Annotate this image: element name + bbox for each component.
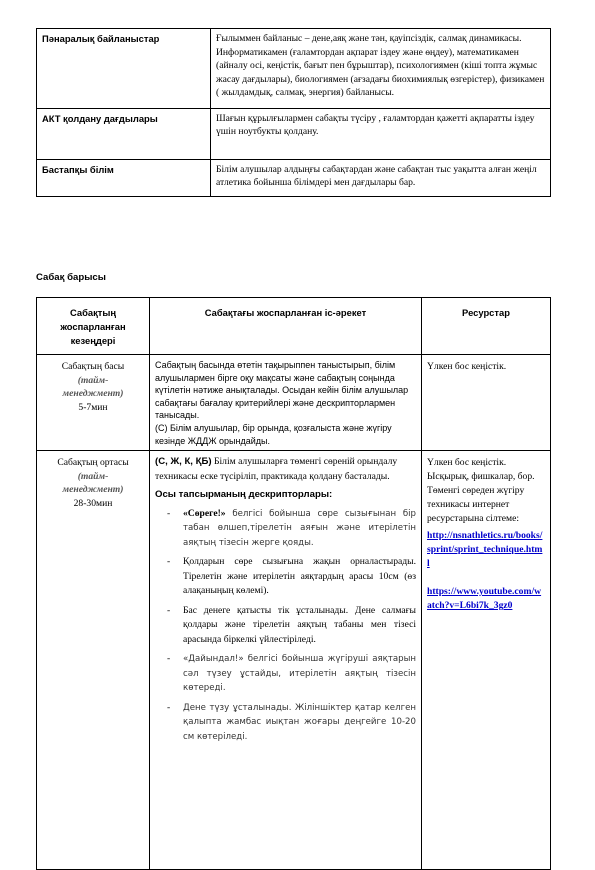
descriptor-text: Дене түзу ұсталынады. Жіліншіктер қатар келген қалыпта жамбас иықтан жоғары деңгейге 10-20 см көтеріледі.	[183, 702, 416, 742]
activity-intro	[155, 455, 416, 484]
info-row-ict-skills	[37, 108, 551, 159]
info-table	[36, 28, 551, 197]
descriptor-item	[155, 652, 416, 696]
lesson-table	[36, 297, 551, 870]
descriptor-item	[155, 604, 416, 648]
stage-cell	[37, 451, 150, 870]
info-label: АКТ қолдану дағдылары	[37, 108, 211, 159]
resources-cell: Үлкен бос кеңістік.	[422, 355, 551, 451]
stage-note: (тайм-менеджмент)	[62, 470, 124, 496]
info-text: Білім алушылар алдыңғы сабақтардан және сабақтан тыс уақытта алған жеңіл атлетика бойынша білімдері мен дағдылары бар.	[211, 159, 551, 196]
descriptor-text: Бас денеге қатысты тік ұсталынады. Дене салмағы қолдары және тірелетін аяқтың табаны мен тізесі арасында біркелкі үйлестіріледі.	[183, 604, 416, 645]
dash-bullet-icon: -	[167, 556, 171, 568]
info-label: Пәнаралық байланыстар	[37, 29, 211, 109]
info-text: Ғылыммен байланыс – дене,аяқ және тән, қауіпсіздік, салмақ динамикасы. Информатикамен (ғаламтордан ақпарат іздеу және өңдеу), математикамен (айналу осі, кеңістік, бағыт пен бұрыштар), психологиямен (кіші топта жұмыс жасау дағдылары), биологиямен (ағзадағы биохимиялық өзгерістер), физикамен ( жылдамдық, салмақ, энергия) байланысы.	[211, 29, 551, 109]
descriptor-list	[155, 507, 416, 745]
stage-cell	[37, 355, 150, 451]
descriptor-item	[155, 507, 416, 551]
stage-note: (тайм-менеджмент)	[62, 374, 124, 399]
lesson-row-beginning	[37, 355, 551, 451]
stage-title: Сабақтың ортасы	[57, 457, 129, 469]
info-text: Шағын құрылғылармен сабақты түсіру , ғаламтордан қажетті ақпаратты іздеу үшін ноутбукты қолдану.	[211, 108, 551, 159]
descriptor-text: «Дайындал!» белгісі бойынша жүгіруші аяқтарын сәл түзеу ұстайды, итерілетін аяқтың тізесін көтереді.	[183, 654, 416, 694]
header-activities: Сабақтағы жоспарланған іс-әрекет	[150, 298, 422, 355]
info-label: Бастапқы білім	[37, 159, 211, 196]
descriptor-text: белгісі бойынша сөре сызығынан бір табан өлшеп,тірелетін аяғын және итерілетін аяқтың тізесін жерге қояды.	[183, 508, 416, 548]
section-title: Сабақ барысы	[36, 272, 106, 283]
resources-cell	[422, 451, 551, 870]
descriptor-text: Қолдарын сөре сызығына жақын орналастырады. Тірелетін және итерілетін аяқтардың арасы 10см (өз алақаныңың көлемі).	[183, 556, 416, 597]
activity-cell	[150, 451, 422, 870]
task-codes: (С, Ж, К, ҚБ)	[155, 456, 212, 468]
info-row-prior-knowledge	[37, 159, 551, 196]
stage-time: 28-30мин	[73, 497, 113, 509]
descriptor-item	[155, 701, 416, 745]
header-resources: Ресурстар	[422, 298, 551, 355]
stage-title: Сабақтың басы	[61, 361, 125, 372]
activity-task: (С) Білім алушылар, бір орында, қозғалыста және жүгіру кезінде ЖДДЖ орындайды.	[155, 422, 392, 446]
info-row-interdisciplinary	[37, 29, 551, 109]
descriptor-item	[155, 555, 416, 599]
dash-bullet-icon: -	[167, 604, 171, 616]
dash-bullet-icon: -	[167, 507, 171, 519]
lesson-header-row	[37, 298, 551, 355]
dash-bullet-icon: -	[167, 701, 171, 713]
descriptor-signal: «Сөреге!»	[183, 507, 226, 519]
header-stages: Сабақтың жоспарланған кезеңдері	[37, 298, 150, 355]
link-youtube[interactable]: https://www.youtube.com/watch?v=L6bi7k_3gz0	[427, 586, 542, 612]
activity-cell	[150, 355, 422, 451]
descriptors-title: Осы тапсырманың дескрипторлары:	[155, 489, 333, 501]
intro-text: Білім алушыларға төменгі сөреній орындалу техникасы еске түсіріліп, практикада қолдану басталады.	[155, 456, 398, 482]
stage-time: 5-7мин	[78, 401, 108, 413]
dash-bullet-icon: -	[167, 653, 171, 665]
lesson-row-middle	[37, 451, 551, 870]
activity-text: Сабақтың басында өтетін тақырыппен таныстырып, білім алушылармен бірге оқу мақсаты және сабақтың соңында күтілетін нәтиже анықталады. Осыдан кейін білім алушылар сабақтағы бағалау критерийлері және дескрипторлармен танысады.	[155, 360, 409, 421]
resources-text: Үлкен бос кеңістік. Ысқырық, фишкалар, бор. Төменгі сөреден жүгіру техникасы интернет ресурстарына сілтеме:	[427, 457, 535, 525]
link-nsnathletics[interactable]: http://nsnathletics.ru/books/sprint/sprint_technique.html	[427, 530, 543, 570]
